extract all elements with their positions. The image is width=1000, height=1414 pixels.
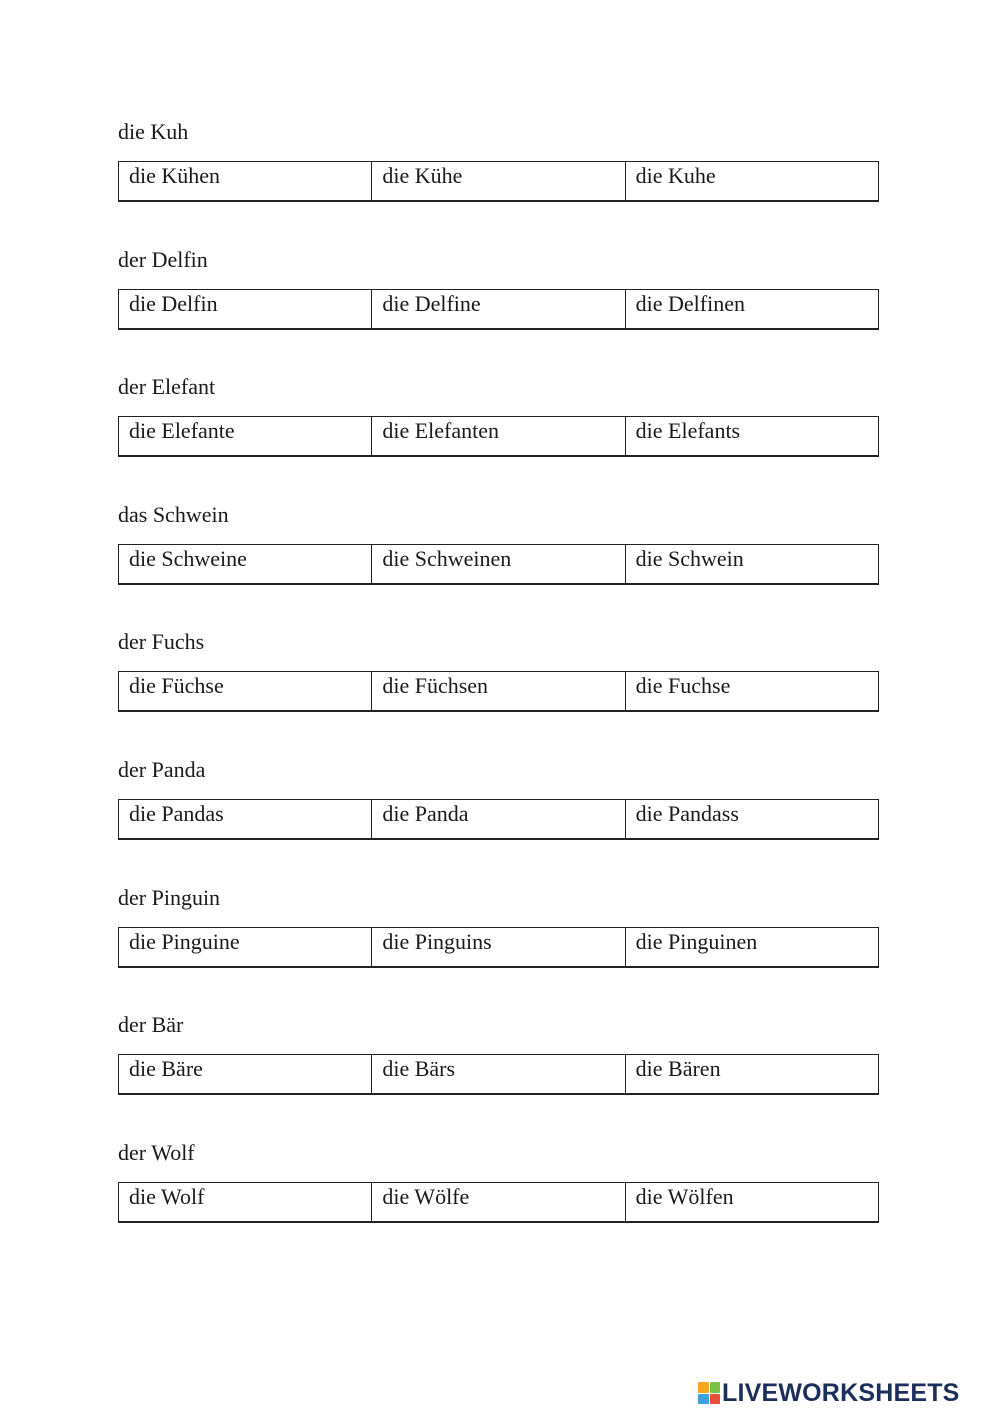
singular-noun: der Fuchs (118, 629, 205, 654)
plural-option[interactable]: die Bäre (119, 1055, 372, 1093)
logo-tile (698, 1382, 709, 1393)
plural-options-row (118, 289, 879, 330)
plural-options-row (118, 161, 879, 202)
question-2 (118, 247, 879, 330)
liveworksheets-brand (698, 1380, 960, 1406)
question-1 (118, 119, 879, 202)
question-3 (118, 374, 879, 457)
plural-options-row (118, 544, 879, 585)
plural-option[interactable]: die Wölfen (635, 1184, 734, 1209)
brand-name: LIVEWORKSHEETS (722, 1379, 960, 1407)
plural-option[interactable]: die Schwein (635, 546, 744, 571)
question-9 (118, 1140, 879, 1223)
logo-tile (710, 1394, 721, 1405)
plural-option[interactable]: die Elefante (119, 417, 372, 455)
question-7 (118, 885, 879, 968)
plural-option[interactable]: die Delfinen (635, 291, 746, 316)
plural-option[interactable]: die Bärs (372, 1055, 625, 1093)
singular-noun: der Bär (118, 1012, 184, 1037)
plural-option[interactable]: die Füchse (119, 672, 372, 710)
singular-noun: der Delfin (118, 247, 208, 272)
plural-option[interactable]: die Füchsen (372, 672, 625, 710)
plural-option[interactable]: die Pinguinen (635, 929, 758, 954)
singular-noun: der Wolf (118, 1140, 195, 1165)
plural-option[interactable]: die Pinguine (119, 928, 372, 966)
plural-option[interactable]: die Delfin (119, 290, 372, 328)
plural-option[interactable]: die Elefants (635, 418, 741, 443)
question-5 (118, 629, 879, 712)
plural-option[interactable]: die Kühe (372, 162, 625, 200)
plural-options-row (118, 927, 879, 968)
plural-option[interactable]: die Wolf (119, 1183, 372, 1221)
plural-options-row (118, 1054, 879, 1095)
plural-options-row (118, 799, 879, 840)
question-6 (118, 757, 879, 840)
plural-option[interactable]: die Elefanten (372, 417, 625, 455)
singular-noun: der Panda (118, 757, 206, 782)
singular-noun: die Kuh (118, 119, 189, 144)
plural-option[interactable]: die Pinguins (372, 928, 625, 966)
question-8 (118, 1012, 879, 1095)
plural-option[interactable]: die Schweine (119, 545, 372, 583)
liveworksheets-logo-icon (698, 1382, 720, 1404)
plural-options-row (118, 1182, 879, 1223)
singular-noun: das Schwein (118, 502, 229, 527)
plural-options-row (118, 671, 879, 712)
plural-option[interactable]: die Pandas (119, 800, 372, 838)
plural-option[interactable]: die Schweinen (372, 545, 625, 583)
plural-option[interactable]: die Kühen (119, 162, 372, 200)
question-4 (118, 502, 879, 585)
singular-noun: der Pinguin (118, 885, 221, 910)
plural-option[interactable]: die Panda (372, 800, 625, 838)
singular-noun: der Elefant (118, 374, 216, 399)
plural-option[interactable]: die Pandass (635, 801, 739, 826)
logo-tile (710, 1382, 721, 1393)
plural-options-row (118, 416, 879, 457)
plural-option[interactable]: die Wölfe (372, 1183, 625, 1221)
plural-option[interactable]: die Fuchse (635, 673, 731, 698)
plural-option[interactable]: die Bären (635, 1056, 721, 1081)
plural-option[interactable]: die Delfine (372, 290, 625, 328)
plural-option[interactable]: die Kuhe (635, 163, 716, 188)
logo-tile (698, 1394, 709, 1405)
